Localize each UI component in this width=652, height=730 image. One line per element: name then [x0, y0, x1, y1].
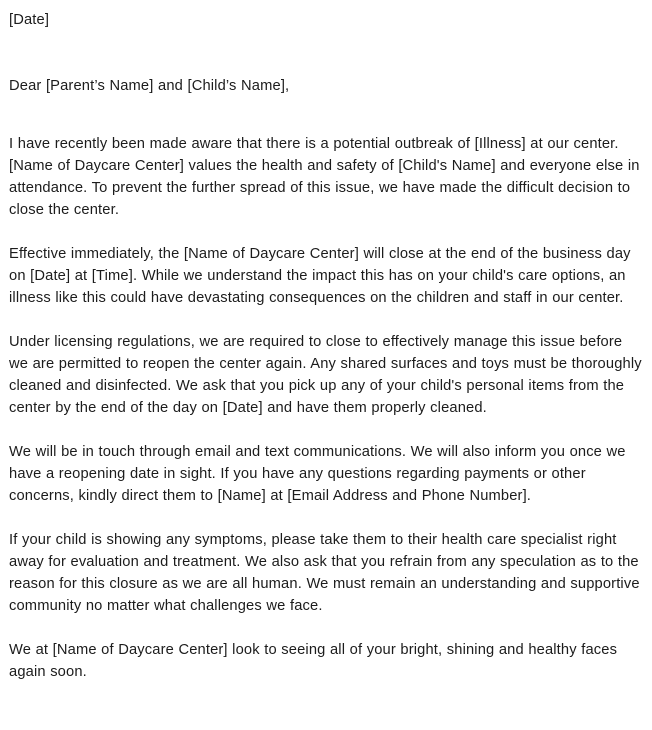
spacer-5	[9, 617, 642, 639]
paragraph-communications: We will be in touch through email and text communications. We will also inform you once we have a reopening date in sight. If you have any questions regarding payments or other concerns, kindly direct them to [Name] at [Email Address and Phone Number].	[9, 444, 626, 504]
spacer-1	[9, 221, 642, 243]
spacer-2	[9, 309, 642, 331]
salutation: Dear [Parent’s Name] and [Child’s Name],	[9, 78, 290, 94]
paragraph-symptoms-guidance: If your child is showing any symptoms, please take them to their health care specialist right away for evaluation and treatment. We also ask that you refrain from any speculation as to the reason for this closure as we are all human. We must remain an understanding and supportive community no matter what challenges we face.	[9, 532, 640, 614]
paragraph-licensing-regulations: Under licensing regulations, we are required to close to effectively manage this issue before we are permitted to reopen the center again. Any shared surfaces and toys must be thoroughly cleaned and disinfected. We ask that you pick up any of your child's personal items from the center by the end of the day on [Date] and have them properly cleaned.	[9, 334, 642, 416]
paragraph-closing-sentiment: We at [Name of Daycare Center] look to seeing all of your bright, shining and healthy faces again soon.	[9, 642, 618, 680]
spacer-4	[9, 507, 642, 529]
paragraph-effective-immediately: Effective immediately, the [Name of Daycare Center] will close at the end of the business day on [Date] at [Time]. While we understand the impact this has on your child's care options, an illness like this could have devastating consequences on the children and staff in our center.	[9, 246, 631, 306]
spacer-after-date	[9, 31, 642, 75]
date-line: [Date]	[9, 12, 50, 28]
letter-body	[9, 9, 642, 683]
paragraph-outbreak-notice: I have recently been made aware that there is a potential outbreak of [Illness] at our center. [Name of Daycare Center] values the health and safety of [Child's Name] and everyone else in attendance. To prevent the further spread of this issue, we have made the difficult decision to close the center.	[9, 136, 640, 218]
spacer-3	[9, 419, 642, 441]
spacer-after-salutation	[9, 97, 642, 133]
